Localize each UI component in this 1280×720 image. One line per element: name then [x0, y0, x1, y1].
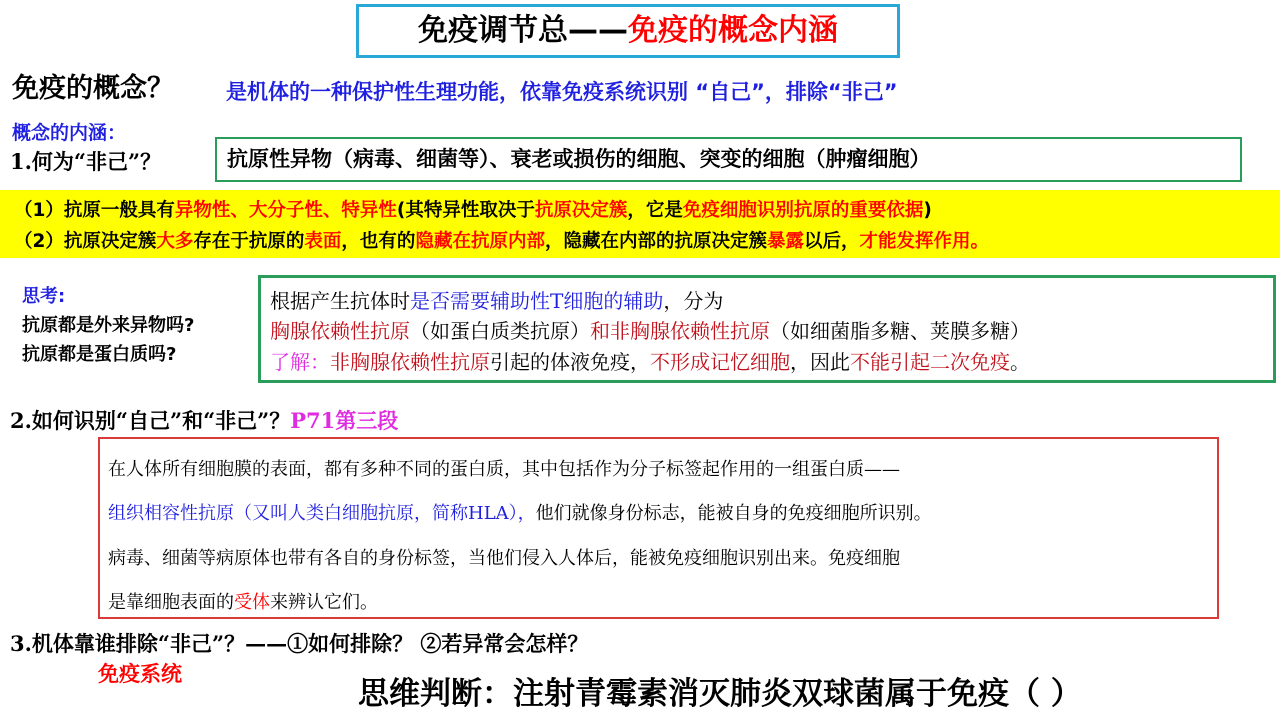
question-2-reference: P71第三段	[290, 408, 399, 433]
text-run: ，也有的	[341, 231, 416, 252]
text-run: 和非胸腺依赖性抗原	[590, 319, 770, 343]
question-2-text: 2.如何识别“自己”和“非己”？	[10, 408, 291, 433]
text-run: 不能引起二次免疫	[850, 350, 1010, 374]
text-run: 不形成记忆细胞	[650, 350, 790, 374]
text-run: 根据产生抗体时	[270, 289, 410, 313]
text-run: 胸腺依赖性抗原	[270, 319, 410, 343]
concept-question: 免疫的概念？	[12, 73, 174, 104]
question-2	[10, 405, 398, 435]
text-run: ，隐藏在内部的抗原决定簇	[544, 231, 767, 252]
question-1-answer: 抗原性异物（病毒、细菌等）、衰老或损伤的细胞、突变的细胞（肿瘤细胞）	[227, 147, 931, 171]
hla-line-3	[108, 544, 900, 570]
text-run: 组织相容性抗原（又叫人类白细胞抗原，简称HLA），	[108, 503, 536, 524]
text-run: ，分为	[663, 289, 724, 313]
text-run: 才能发挥作用。	[859, 231, 990, 252]
hla-line-1	[108, 455, 900, 481]
text-run: 存在于抗原的	[193, 231, 305, 252]
text-run: 暴露	[766, 231, 804, 252]
hla-line-2	[108, 499, 932, 525]
text-run: 病毒、细菌等病原体也带有各自的身份标签，当他们侵入人体后，能被免疫细胞识别出来。免疫细胞	[108, 548, 900, 569]
text-run: (其特异性取决于	[396, 200, 535, 221]
text-run: ，因此	[790, 350, 850, 374]
think-answer-line-3	[270, 346, 1030, 375]
text-run: 以后，	[803, 231, 860, 252]
text-run: 他们就像身份标志，能被自身的免疫细胞所识别。	[535, 503, 932, 524]
text-run: 了解：	[270, 350, 330, 374]
text-run: （如细菌脂多糖、荚膜多糖）	[770, 319, 1030, 343]
text-run: 是否需要辅助性T细胞的辅助	[410, 289, 664, 313]
text-run: )	[923, 200, 932, 221]
question-3: 3.机体靠谁排除“非己”？——①如何排除？ ②若异常会怎样？	[10, 631, 589, 656]
text-run: 在人体所有细胞膜的表面，都有多种不同的蛋白质，其中包括作为分子标签起作用的一组蛋白质——	[108, 459, 900, 480]
title-main: 免疫调节总——	[418, 13, 628, 48]
text-run: 免疫细胞识别抗原的重要依据	[682, 200, 924, 221]
text-run: 异物性、大分子性、特异性	[174, 200, 397, 221]
slide-title	[356, 4, 900, 58]
title-highlight: 免疫的概念内涵	[628, 13, 838, 48]
think-answer-line-2	[270, 315, 1030, 344]
think-answer-line-1	[270, 285, 723, 314]
text-run: 抗原决定簇	[534, 200, 628, 221]
question-1-answer-box	[215, 137, 1242, 182]
question-3-answer: 免疫系统	[98, 662, 182, 686]
hla-line-4	[108, 588, 378, 614]
question-1: 1.何为“非己”？	[10, 149, 162, 174]
text-run: 非胸腺依赖性抗原	[330, 350, 490, 374]
think-label: 思考:	[22, 286, 66, 307]
text-run: ，它是	[627, 200, 683, 221]
text-run: 表面	[304, 231, 342, 252]
concept-definition: 是机体的一种保护性生理功能，依靠免疫系统识别 “自己”，排除“非己”	[226, 80, 898, 104]
connotation-label: 概念的内涵：	[12, 122, 127, 144]
text-run: （1）抗原一般具有	[14, 200, 175, 221]
text-run: （2）抗原决定簇	[14, 231, 157, 252]
text-run: 来辨认它们。	[270, 592, 378, 613]
text-run: （如蛋白质类抗原）	[410, 319, 590, 343]
think-question-2: 抗原都是蛋白质吗?	[22, 344, 177, 365]
thinking-judgement: 思维判断：注射青霉素消灭肺炎双球菌属于免疫（ ）	[358, 676, 1082, 712]
antigen-note-2	[14, 227, 989, 253]
text-run: 隐藏在抗原内部	[415, 231, 545, 252]
text-run: 大多	[156, 231, 194, 252]
text-run: 受体	[234, 592, 270, 613]
think-question-1: 抗原都是外来异物吗?	[22, 315, 195, 336]
text-run: 。	[1010, 350, 1030, 374]
text-run: 引起的体液免疫，	[490, 350, 650, 374]
antigen-note-1	[14, 196, 932, 222]
text-run: 是靠细胞表面的	[108, 592, 234, 613]
